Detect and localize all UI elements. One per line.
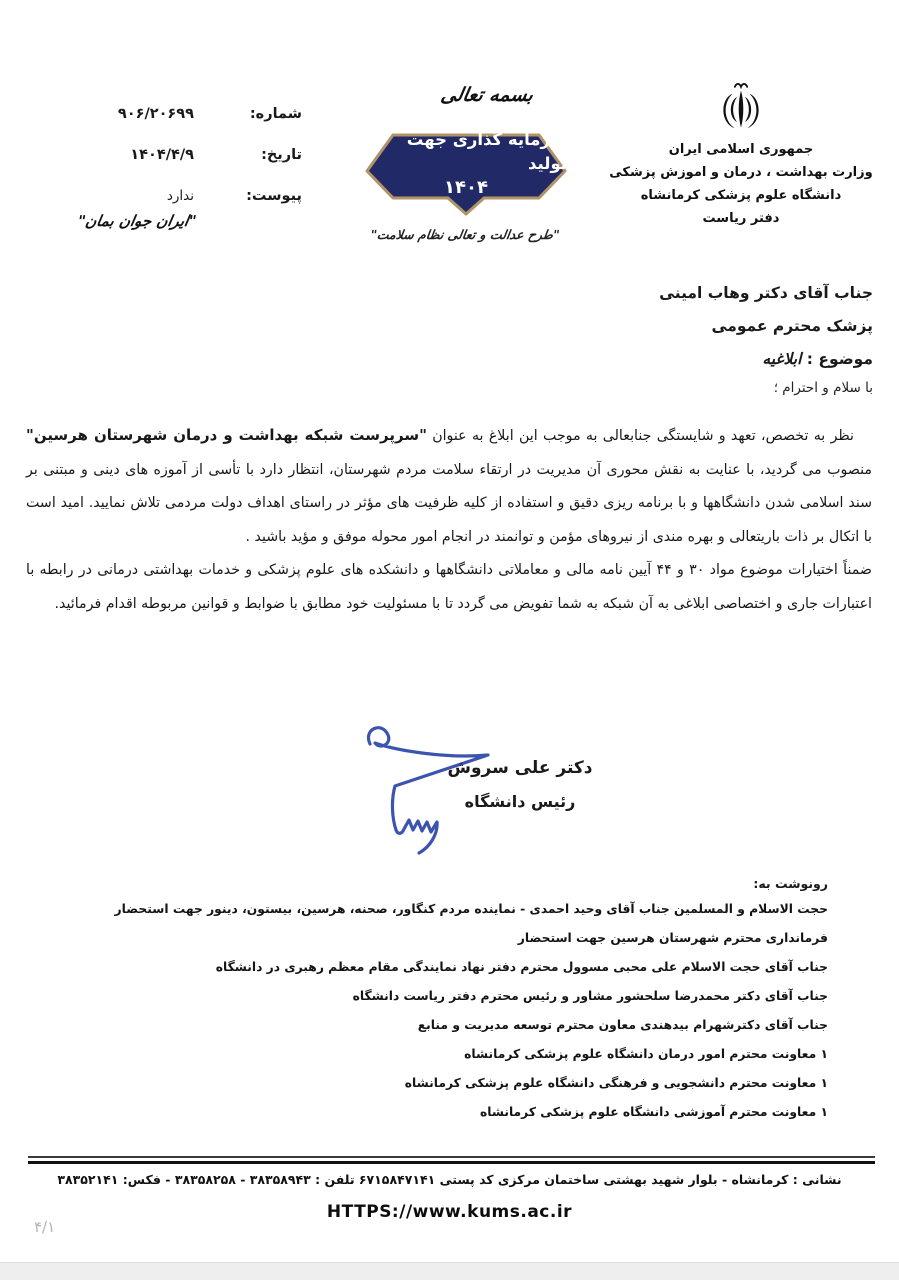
- signer-title: رئیس دانشگاه: [464, 792, 576, 811]
- footer-divider: [28, 1156, 875, 1164]
- cc-item: جناب آقای دکترشهرام بیدهندی معاون محترم توسعه مدیریت و منابع: [417, 1018, 828, 1032]
- year-slogan-badge: [365, 126, 567, 216]
- cc-item: ۱ معاونت محترم امور درمان دانشگاه علوم پزشکی کرمانشاه: [464, 1047, 828, 1061]
- letter-meta: [40, 106, 302, 229]
- cc-label: رونوشت به:: [753, 876, 828, 891]
- organization-header: [591, 80, 891, 230]
- health-system-slogan: "طرح عدالت و تعالی نظام سلامت": [369, 227, 561, 242]
- iran-motto-calligraphy: "ایران جوان بمان": [76, 212, 198, 230]
- badge-text: [365, 126, 567, 201]
- recipient-block: [659, 284, 873, 396]
- letter-date-label: تاریخ:: [261, 147, 302, 163]
- badge-year-text: ۱۴۰۴: [444, 176, 488, 198]
- body-paragraph-2: ضمناً اختیارات موضوع مواد ۳۰ و ۴۴ آیین نامه مالی و معاملاتی دانشگاهها و دانشکده های علوم پزشکی و خدمات بهداشتی درمانی در رابطه با اعتبارات جاری و اختصاصی ابلاغی به آن شبکه به شما تفویض می گردد تا با مسئولیت خود مطابق با ضوابط و قوانین مربوطه اقدام فرمائید.: [26, 562, 872, 612]
- letter-attachment-label: پیوست:: [246, 188, 302, 204]
- footer-address: نشانی : کرمانشاه - بلوار شهید بهشتی ساختمان مرکزی کد پستی ۶۷۱۵۸۴۷۱۴۱ تلفن : ۳۸۳۵۸۹۴۳ - ۳۸۳۵۸۲۵۸ - فکس: ۳۸۳۵۲۱۴۱: [57, 1172, 842, 1187]
- org-country-line: جمهوری اسلامی ایران: [668, 142, 814, 157]
- signature-block: [420, 758, 620, 811]
- cc-item: ۱ معاونت محترم دانشجویی و فرهنگی دانشگاه علوم پزشکی کرمانشاه: [404, 1076, 828, 1090]
- cc-section: [58, 876, 828, 1132]
- org-university-line: دانشگاه علوم پزشکی کرمانشاه: [640, 188, 842, 203]
- letter-date-value: ۱۴۰۴/۴/۹: [130, 147, 194, 163]
- cc-item: جناب آقای حجت الاسلام علی محبی مسوول محترم دفتر نهاد نمایندگی مقام معظم رهبری در دانشگاه: [215, 960, 828, 974]
- subject-line: [659, 350, 873, 368]
- org-ministry-line: وزارت بهداشت ، درمان و اموزش پزشکی: [609, 165, 873, 180]
- cc-item: جناب آقای دکتر محمدرضا سلحشور مشاور و رئیس محترم دفتر ریاست دانشگاه: [352, 989, 828, 1003]
- subject-label: موضوع :: [806, 350, 873, 368]
- letter-number-row: [40, 106, 302, 128]
- badge-slogan-text: سرمایه گذاری جهت تولید: [406, 129, 567, 173]
- recipient-name: جناب آقای دکتر وهاب امینی: [659, 284, 873, 302]
- footer-website-link[interactable]: HTTPS://www.kums.ac.ir: [326, 1202, 573, 1222]
- bottom-grey-strip: [0, 1262, 899, 1280]
- letter-number-label: شماره:: [249, 106, 302, 122]
- cc-item: ۱ معاونت محترم آموزشی دانشگاه علوم پزشکی کرمانشاه: [479, 1105, 828, 1119]
- cc-item: حجت الاسلام و المسلمین جناب آقای وحید احمدی - نماینده مردم کنگاور، صحنه، هرسین، بیستون، دینور جهت استحضار: [114, 902, 828, 916]
- body-paragraph-1: [26, 419, 872, 554]
- letter-attachment-row: [40, 188, 302, 210]
- subject-value: ابلاغیه: [762, 350, 802, 368]
- salutation: با سلام و احترام ؛: [773, 380, 873, 396]
- letter-number-value: ۹۰۶/۲۰۶۹۹: [117, 106, 194, 122]
- letter-attachment-value: ندارد: [166, 188, 194, 204]
- cc-item: فرمانداری محترم شهرستان هرسین جهت استحضار: [517, 931, 828, 945]
- body-p1-pre: نظر به تخصص، تعهد و شایستگی جنابعالی به موجب این ابلاغ به عنوان: [426, 428, 854, 444]
- page-number: ۴/۱: [34, 1218, 56, 1236]
- signer-name: دکتر علی سروش: [447, 758, 593, 778]
- letter-body: [26, 419, 872, 621]
- recipient-title: پزشک محترم عمومی: [711, 317, 873, 335]
- iran-emblem-icon: [718, 80, 764, 132]
- besmeh-calligraphy: بسمه تعالی: [439, 84, 535, 106]
- body-p1-post: منصوب می گردید، با عنایت به نقش محوری آن مدیریت در ارتقاء سلامت مردم شهرستان، انتظار دارد با تأسی از آموزه های دینی و مبتنی بر سند اسلامی شدن دانشگاهها و با برنامه ریزی دقیق و استفاده از کلیه ظرفیت های مؤثر در راستای اهداف دولت مردمی تلاش نمایید. امید است با اتکال بر ذات باریتعالی و بهره مندی از نیروهای مؤمن و توانمند در انجام امور محوله موفق و مؤید باشید .: [26, 461, 872, 545]
- body-p1-appointment-bold: "سرپرست شبکه بهداشت و درمان شهرستان هرسین": [26, 426, 427, 444]
- letter-date-row: [40, 147, 302, 169]
- org-office-line: دفتر ریاست: [702, 211, 780, 226]
